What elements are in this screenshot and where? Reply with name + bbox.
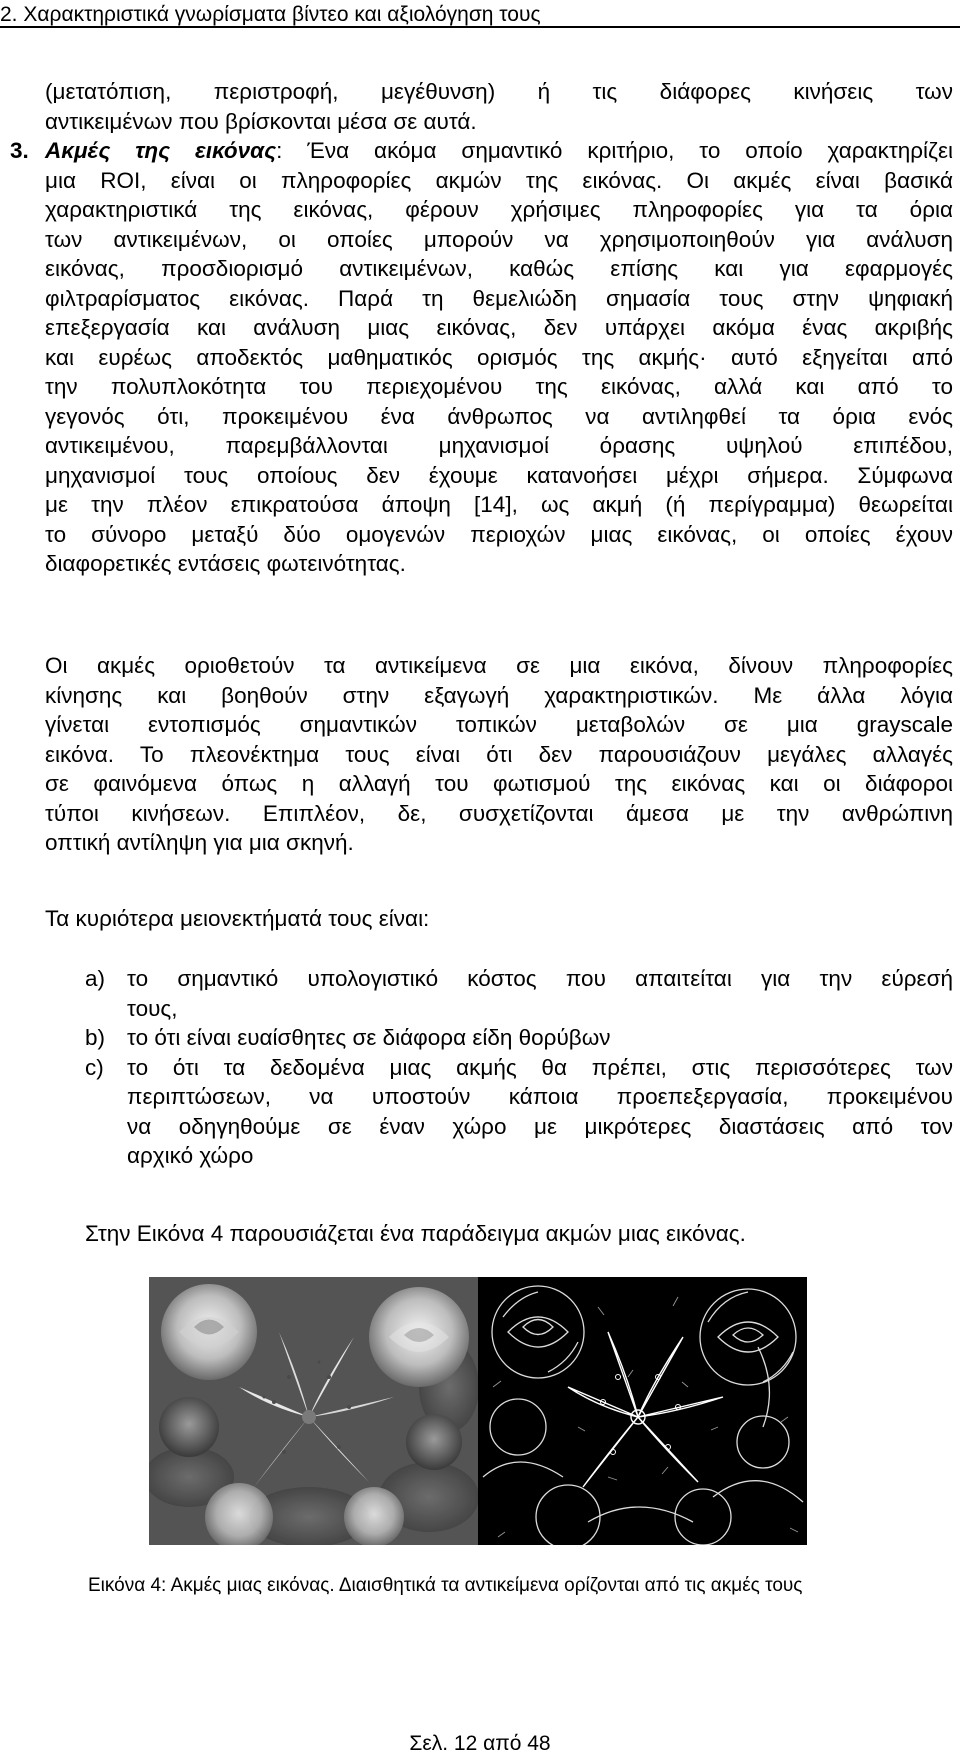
page-number: Σελ. 12 από 48 bbox=[409, 1732, 551, 1755]
item-term-rest: : Ένα ακόμα σημαντικό κριτήριο, το οποίο χαρακτηρίζει bbox=[276, 138, 953, 163]
text-line: κίνησης και βοηθούν στην εξαγωγή χαρακτηριστικών. Με άλλα λόγια bbox=[45, 682, 953, 708]
item-term: Ακμές της εικόνας bbox=[45, 138, 277, 163]
disadvantages-heading bbox=[45, 904, 953, 934]
text-line: το σημαντικό υπολογιστικό κόστος που απαιτείται για την εύρεσή bbox=[127, 966, 953, 991]
text-line: μηχανισμοί τους οποίους δεν έχουμε κατανοήσει μέχρι σήμερα. Σύμφωνα bbox=[45, 462, 953, 488]
text-line: φιλτραρίσματος εικόνας. Παρά τη θεμελιώδη σημασία τους στην ψηφιακή bbox=[45, 285, 953, 311]
text-line: χαρακτηριστικά της εικόνας, φέρουν χρήσιμες πληροφορίες για τα όρια bbox=[45, 197, 953, 222]
text-line: εικόνα. Το πλεονέκτημα τους είναι ότι δεν παρουσιάζουν μεγάλες αλλαγές bbox=[45, 741, 953, 767]
item-number: 3. bbox=[10, 138, 29, 163]
text-line: αρχικό χώρο bbox=[127, 1143, 254, 1168]
list-marker: c) bbox=[85, 1054, 104, 1080]
edge-detected-image bbox=[478, 1277, 807, 1545]
text-line: αντικειμένων που βρίσκονται μέσα σε αυτά. bbox=[45, 108, 477, 134]
text-line: την πολυπλοκότητα του περιεχομένου της εικόνας, αλλά και από το bbox=[45, 374, 953, 399]
list-item bbox=[85, 1053, 953, 1171]
text-line: Οι ακμές οριοθετούν τα αντικείμενα σε μια εικόνα, δίνουν πληροφορίες bbox=[45, 653, 953, 678]
text-line: επεξεργασία και ανάλυση μιας εικόνας, δεν υπάρχει ακόμα ένας ακριβής bbox=[45, 315, 953, 340]
text-line: μια ROI, είναι οι πληροφορίες ακμών της εικόνας. Οι ακμές είναι βασικά bbox=[45, 167, 953, 193]
text-line: αντικειμένου, παρεμβάλλονται μηχανισμοί όρασης υψηλού επιπέδου, bbox=[45, 433, 953, 458]
text-line: με την πλέον επικρατούσα άποψη [14], ως ακμή (ή περίγραμμα) θεωρείται bbox=[45, 492, 953, 517]
text-line: οπτική αντίληψη για μια σκηνή. bbox=[45, 830, 354, 855]
figure-edges bbox=[149, 1277, 807, 1545]
original-flowers-image bbox=[149, 1277, 478, 1545]
text-line: Στην Εικόνα 4 παρουσιάζεται ένα παράδειγμα ακμών μιας εικόνας. bbox=[85, 1221, 746, 1246]
figure-caption: Εικόνα 4: Ακμές μιας εικόνας. Διαισθητικά τα αντικείμενα ορίζονται από τις ακμές τους bbox=[88, 1575, 803, 1596]
running-header: 2. Χαρακτηριστικά γνωρίσματα βίντεο και αξιολόγηση τους bbox=[0, 3, 541, 26]
text-line: το σύνορο μεταξύ δύο ομογενών περιοχών μιας εικόνας, οι οποίες έχουν bbox=[45, 521, 953, 547]
text-line: περιπτώσεων, να υποστούν κάποια προεπεξεργασία, προκειμένου bbox=[127, 1084, 953, 1109]
text-line: σε φαινόμενα όπως η αλλαγή του φωτισμού της εικόνας και οι διάφοροι bbox=[45, 771, 953, 796]
text-line: διαφορετικές εντάσεις φωτεινότητας. bbox=[45, 551, 406, 576]
text-line: γεγονός ότι, προκειμένου ένα άνθρωπος να αντιληφθεί τα όρια ενός bbox=[45, 403, 953, 429]
text-line: εικόνας, προσδιορισμό αντικειμένων, καθώς επίσης και για εφαρμογές bbox=[45, 256, 953, 281]
text-line: γίνεται εντοπισμός σημαντικών τοπικών μεταβολών σε μια grayscale bbox=[45, 712, 953, 737]
text-line: να οδηγηθούμε σε έναν χώρο με μικρότερες διαστάσεις από τον bbox=[127, 1113, 953, 1139]
text-line: (μετατόπιση, περιστροφή, μεγέθυνση) ή τις διάφορες κινήσεις των bbox=[45, 79, 953, 104]
header-rule bbox=[0, 26, 960, 28]
text-line: και ευρέως αποδεκτός μαθηματικός ορισμός της ακμής· αυτό εξηγείται από bbox=[45, 344, 953, 370]
text-line: των αντικειμένων, οι οποίες μπορούν να χρησιμοποιηθούν για ανάλυση bbox=[45, 226, 953, 252]
paragraph-edges bbox=[45, 651, 953, 858]
list-item bbox=[85, 964, 953, 1023]
intro-paragraph bbox=[45, 77, 953, 136]
figure-intro bbox=[85, 1219, 953, 1249]
text-line: τύποι κινήσεων. Επιπλέον, δε, συσχετίζονται άμεσα με την ανθρώπινη bbox=[45, 800, 953, 826]
list-item bbox=[85, 1023, 953, 1053]
text-line: το ότι τα δεδομένα μιας ακμής θα πρέπει, στις περισσότερες των bbox=[127, 1054, 953, 1080]
list-marker: a) bbox=[85, 966, 106, 991]
text-line: τους, bbox=[127, 995, 178, 1021]
text-line: το ότι είναι ευαίσθητες σε διάφορα είδη θορύβων bbox=[127, 1025, 611, 1050]
text-line: Τα κυριότερα μειονεκτήματά τους είναι: bbox=[45, 906, 430, 931]
list-marker: b) bbox=[85, 1025, 106, 1050]
disadvantages-list bbox=[85, 964, 953, 1171]
item-body bbox=[45, 136, 953, 579]
text-line bbox=[45, 136, 953, 166]
